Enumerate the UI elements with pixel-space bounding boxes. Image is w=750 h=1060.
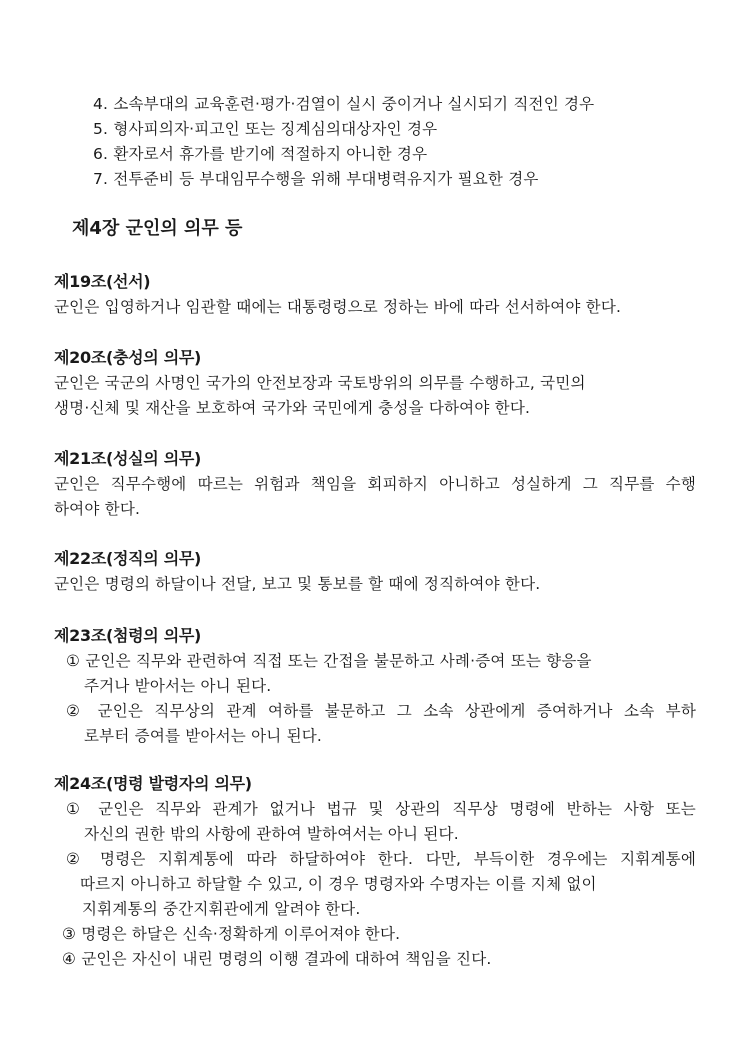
clause-text: ④ 군인은 자신이 내린 명령의 이행 결과에 대하여 책임을 진다. — [62, 950, 492, 968]
clause-text: ① 군인은 직무와 관련하여 직접 또는 간접을 불문하고 사례·증여 또는 향응을 — [66, 652, 592, 670]
clause-text: ② 명령은 지휘계통에 따라 하달하여야 한다. 다만, 부득이한 경우에는 지휘계통에 — [66, 850, 696, 868]
article-text: 군인은 입영하거나 임관할 때에는 대통령령으로 정하는 바에 따라 선서하여야 한다. — [54, 298, 622, 316]
article-text: 하여야 한다. — [54, 500, 141, 518]
list-item: 7. 전투준비 등 부대임무수행을 위해 부대병력유지가 필요한 경우 — [93, 170, 539, 188]
chapter-title: 제4장 군인의 의무 등 — [72, 218, 243, 239]
article-text: 생명·신체 및 재산을 보호하여 국가와 국민에게 충성을 다하여야 한다. — [54, 399, 531, 417]
clause-text: ① 군인은 직무와 관계가 없거나 법규 및 상관의 직무상 명령에 반하는 사항 또는 — [66, 800, 696, 818]
clause-text: ③ 명령은 하달은 신속·정확하게 이루어져야 한다. — [62, 925, 401, 943]
clause-text: 주거나 받아서는 아니 된다. — [84, 677, 272, 695]
article-text: 군인은 직무수행에 따르는 위험과 책임을 회피하지 아니하고 성실하게 그 직무를 수행 — [54, 475, 696, 493]
clause-text: 로부터 증여를 받아서는 아니 된다. — [84, 727, 323, 745]
clause-text: ② 군인은 직무상의 관계 여하를 불문하고 그 소속 상관에게 증여하거나 소속 부하 — [66, 702, 696, 720]
article-heading: 제19조(선서) — [54, 272, 151, 291]
clause-text: 자신의 권한 밖의 사항에 관하여 발하여서는 아니 된다. — [84, 825, 459, 843]
article-heading: 제23조(첨령의 의무) — [54, 626, 202, 645]
list-item: 6. 환자로서 휴가를 받기에 적절하지 아니한 경우 — [93, 145, 428, 163]
article-heading: 제20조(충성의 의무) — [54, 348, 202, 367]
article-text: 군인은 명령의 하달이나 전달, 보고 및 통보를 할 때에 정직하여야 한다. — [54, 575, 541, 593]
clause-text: 지휘계통의 중간지휘관에게 알려야 한다. — [82, 900, 361, 918]
article-heading: 제21조(성실의 의무) — [54, 449, 202, 468]
article-heading: 제22조(정직의 의무) — [54, 549, 202, 568]
list-item: 5. 형사피의자·피고인 또는 징계심의대상자인 경우 — [93, 120, 438, 138]
article-text: 군인은 국군의 사명인 국가의 안전보장과 국토방위의 의무를 수행하고, 국민의 — [54, 374, 586, 392]
list-item: 4. 소속부대의 교육훈련·평가·검열이 실시 중이거나 실시되기 직전인 경우 — [93, 95, 595, 113]
clause-text: 따르지 아니하고 하달할 수 있고, 이 경우 명령자와 수명자는 이를 지체 없이 — [80, 875, 597, 893]
article-heading: 제24조(명령 발령자의 의무) — [54, 774, 252, 793]
